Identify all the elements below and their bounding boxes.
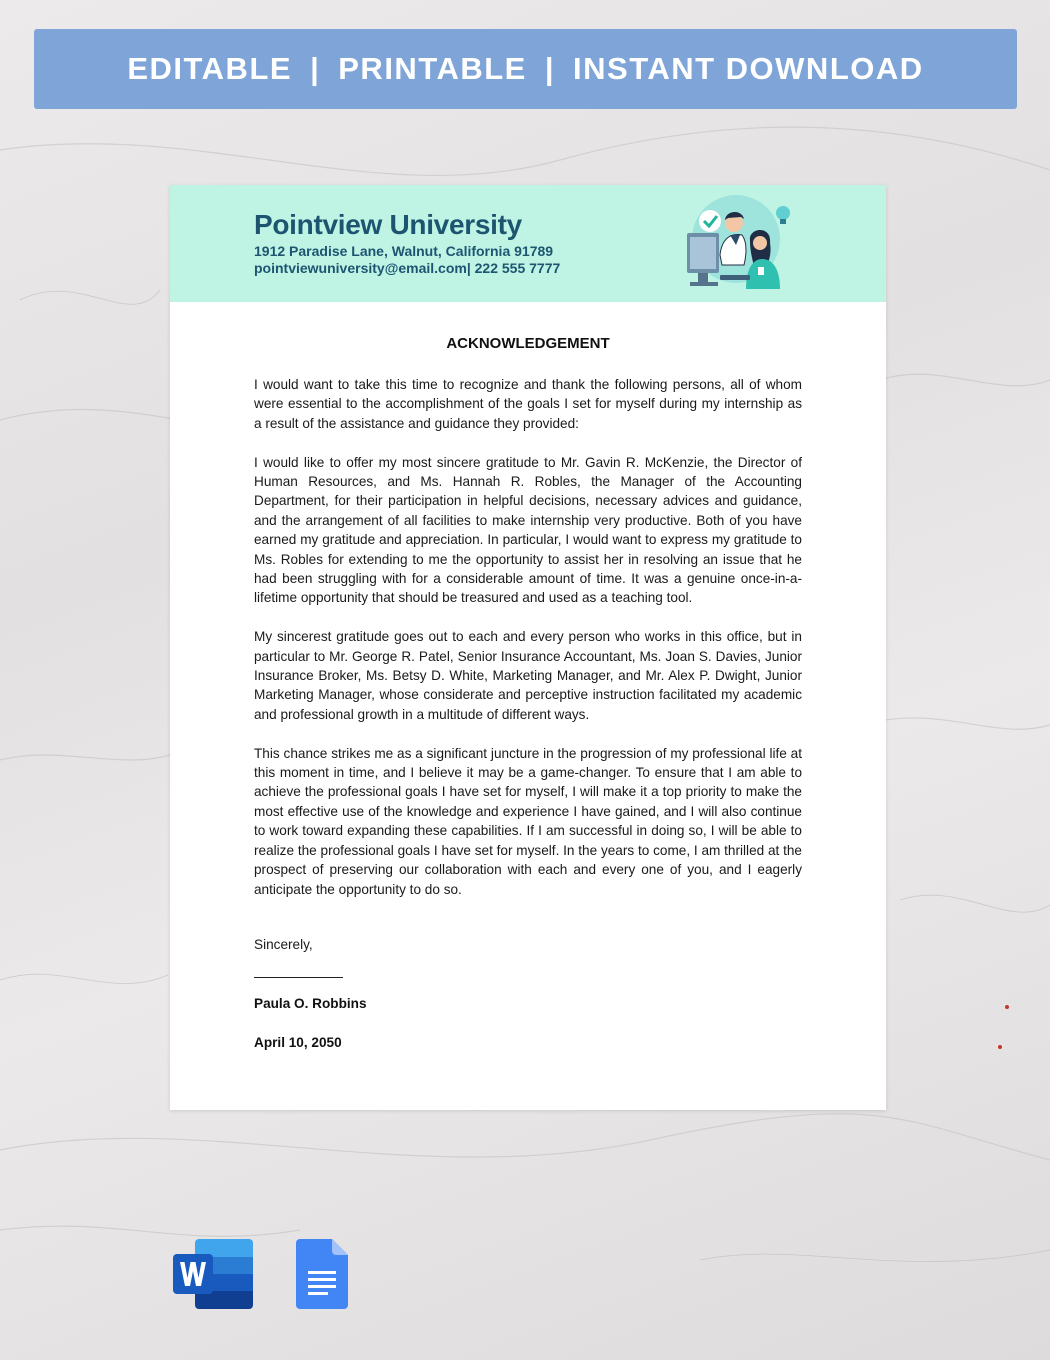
organization-name: Pointview University xyxy=(254,209,522,240)
signature-line xyxy=(254,977,343,978)
letter-page xyxy=(170,185,886,1110)
body-paragraph: This chance strikes me as a significant juncture in the progression of my professional life at this moment in time, and I believe it may be a game-changer. To ensure that I am able to achieve the professional goals I have set for myself, I will make it a top priority to make the most effective use of the knowledge and experience I have gained, and I will also continue to work toward expanding these capabilities. If I am successful in doing so, I will be able to realize the professional goals I have set for myself. In the years to come, I am thrilled at the prospect of preserving our collaboration with each and every one of you, and I eagerly anticipate the opportunity to do so. xyxy=(254,745,802,897)
document-title: ACKNOWLEDGEMENT xyxy=(446,335,610,352)
banner-separator: | xyxy=(310,51,321,86)
google-docs-icon xyxy=(296,1239,348,1309)
body-paragraph: I would like to offer my most sincere gratitude to Mr. Gavin R. McKenzie, the Director of Human Resources, and Ms. Hannah R. Robles, the Manager of the Accounting Department, for their participation in helpful decisions, necessary advices and guidance, and the arrangement of all facilities to make internship very productive. Both of you have earned my gratitude and appreciation. In particular, I would want to express my gratitude to Ms. Robles for extending to me the opportunity to assist her in resolving an issue that he had been struggling with for a considerable amount of time. It was a genuine once-in-a-lifetime opportunity that should be treasured and used as a teaching tool. xyxy=(254,454,802,606)
organization-address: 1912 Paradise Lane, Walnut, California 91789 xyxy=(254,243,554,259)
office-workers-illustration-icon xyxy=(684,193,794,293)
organization-contact: pointviewuniversity@email.com| 222 555 7777 xyxy=(254,260,561,276)
banner-instant-download: INSTANT DOWNLOAD xyxy=(573,51,924,86)
banner-editable: EDITABLE xyxy=(127,51,293,86)
letterhead xyxy=(170,185,886,302)
body-paragraph: I would want to take this time to recognize and thank the following persons, all of whom were essential to the accomplishment of the goals I set for myself during my internship as a result of the assistance and guidance they provided: xyxy=(254,377,802,431)
signatory-name: Paula O. Robbins xyxy=(254,996,367,1011)
banner-separator: | xyxy=(544,51,556,86)
feature-banner xyxy=(34,29,1017,109)
body-paragraph: My sincerest gratitude goes out to each and every person who works in this office, but in particular to Mr. George R. Patel, Senior Insurance Accountant, Ms. Joan S. Davies, Junior Insurance Broker, Ms. Betsy D. White, Marketing Manager, and Mr. Alex P. Dwight, Junior Marketing Manager, whose considerate and perceptive instruction facilitated my academic and professional growth in a multitude of different ways. xyxy=(254,629,802,722)
word-icon xyxy=(173,1239,254,1309)
banner-printable: PRINTABLE xyxy=(338,51,527,86)
letter-body xyxy=(254,375,802,918)
letter-date: April 10, 2050 xyxy=(254,1035,342,1050)
closing-salutation: Sincerely, xyxy=(254,937,313,952)
